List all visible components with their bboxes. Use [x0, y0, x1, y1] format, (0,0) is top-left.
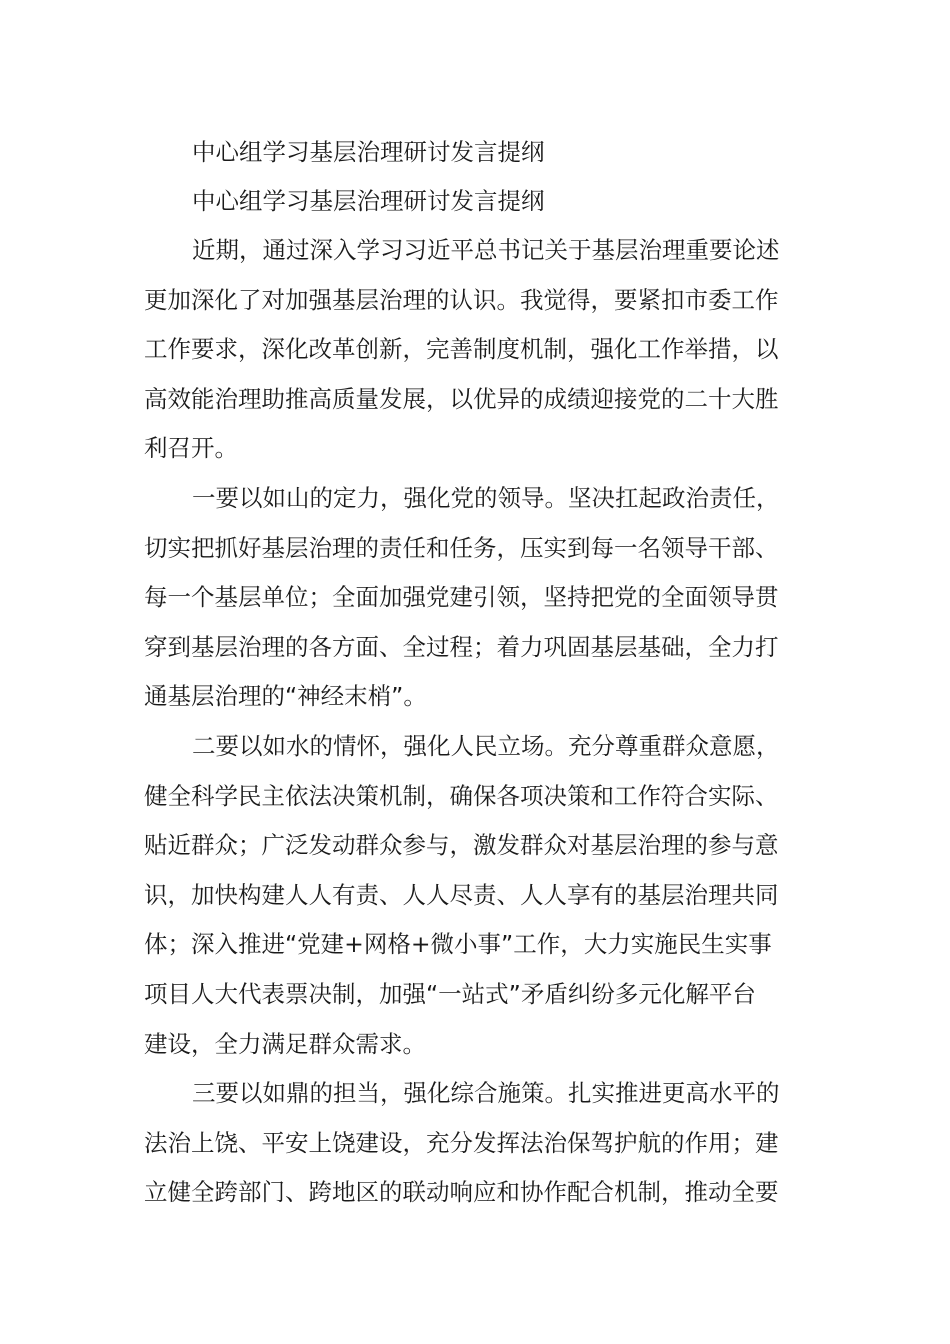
paragraph-line: 健全科学民主依法决策机制，确保各项决策和工作符合实际、 — [144, 781, 779, 810]
paragraph-line: 立健全跨部门、跨地区的联动响应和协作配合机制，推动全要 — [144, 1178, 779, 1207]
paragraph-point-three — [144, 1069, 808, 1218]
paragraph-line: 每一个基层单位；全面加强党建引领，坚持把党的全面领导贯 — [144, 583, 779, 612]
paragraph-line: 近期，通过深入学习习近平总书记关于基层治理重要论述 — [192, 236, 780, 264]
paragraph-line: 建设，全力满足群众需求。 — [144, 1029, 426, 1058]
paragraph-line: 穿到基层治理的各方面、全过程；着力巩固基层基础，全力打 — [144, 632, 779, 661]
paragraph-line: 项目人大代表票决制，加强“一站式”矛盾纠纷多元化解平台 — [144, 979, 756, 1008]
paragraph-intro — [144, 226, 808, 474]
paragraph-point-two — [144, 722, 808, 1069]
paragraph-line: 切实把抓好基层治理的责任和任务，压实到每一名领导干部、 — [144, 533, 779, 562]
paragraph-line: 高效能治理助推高质量发展，以优异的成绩迎接党的二十大胜 — [144, 384, 779, 413]
paragraph-line: 工作要求，深化改革创新，完善制度机制，强化工作举措，以 — [144, 335, 779, 364]
paragraph-line: 法治上饶、平安上饶建设，充分发挥法治保驾护航的作用；建 — [144, 1128, 779, 1157]
paragraph-line: 更加深化了对加强基层治理的认识。我觉得，要紧扣市委工作 — [144, 285, 779, 314]
paragraph-line: 体；深入推进“党建+网格+微小事”工作，大力实施民生实事 — [144, 930, 772, 959]
document-title: 中心组学习基层治理研讨发言提纲 — [192, 138, 545, 166]
paragraph-line: 贴近群众；广泛发动群众参与，激发群众对基层治理的参与意 — [144, 831, 779, 860]
paragraph-line: 二要以如水的情怀，强化人民立场。充分尊重群众意愿， — [192, 732, 780, 760]
paragraph-line: 利召开。 — [144, 434, 238, 463]
paragraph-point-one — [144, 474, 808, 722]
paragraph-line: 通基层治理的“神经末梢”。 — [144, 682, 427, 711]
paragraph-line: 一要以如山的定力，强化党的领导。坚决扛起政治责任， — [192, 484, 780, 512]
document-subtitle: 中心组学习基层治理研讨发言提纲 — [192, 187, 545, 215]
paragraph-line: 三要以如鼎的担当，强化综合施策。扎实推进更高水平的 — [192, 1079, 780, 1107]
paragraph-line: 识，加快构建人人有责、人人尽责、人人享有的基层治理共同 — [144, 880, 779, 909]
